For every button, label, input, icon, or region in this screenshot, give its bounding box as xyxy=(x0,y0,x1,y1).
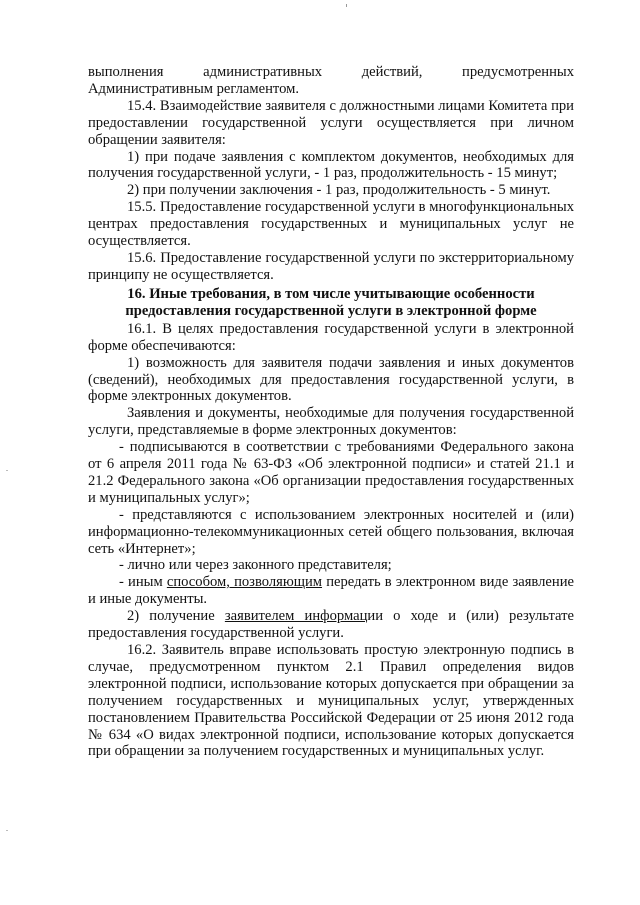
paragraph-15-4-item-2: 2) при получении заключения - 1 раз, продолжительность - 5 минут. xyxy=(127,182,551,199)
underlined-text: способом, позволяющим xyxy=(166,574,323,591)
scan-dot xyxy=(6,470,8,471)
paragraph-16-1-item-1: 1) возможность для заявителя подачи заявления и иных документов (сведений), необходимых для предоставления государственной услуги, в форме электронных документов. xyxy=(88,354,574,405)
paragraph-16-2: 16.2. Заявитель вправе использовать простую электронную подпись в случае, предусмотренном пунктом 2.1 Правил определения видов электронной подписи, использование которых допускается при обращении за получением государственных и муниципальных услуг, утвержденных постановлением Правительства Российской Федерации от 25 июня 2012 года № 634 «О видах электронной подписи, использование которых допускается при обращении за получением государственных и муниципальных услуг. xyxy=(88,642,574,760)
text-run: - иным xyxy=(119,574,167,591)
list-item-other-way xyxy=(88,574,574,608)
paragraph-continuation-end: Административным регламентом. xyxy=(88,80,300,97)
paragraph-continuation: выполнения административных действий, предусмотренных xyxy=(88,64,574,80)
list-item-representative: - лично или через законного представителя; xyxy=(119,557,392,574)
document-body xyxy=(88,64,574,760)
list-item-media: - представляются с использованием электронных носителей и (или) информационно-телекоммуникационных сетей общего пользования, включая сеть «Интернет»; xyxy=(88,506,574,557)
scan-mark xyxy=(346,4,347,7)
paragraph-15-6: 15.6. Предоставление государственной услуги по экстерриториальному принципу не осуществляется. xyxy=(88,249,574,283)
section-heading-16: 16. Иные требования, в том числе учитывающие особенности предоставления государственной услуги в электронной форме xyxy=(125,285,537,319)
scan-dot xyxy=(6,830,8,831)
paragraph-15-5: 15.5. Предоставление государственной услуги в многофункциональных центрах предоставления государственных и муниципальных услуг не осуществляется. xyxy=(88,199,574,250)
list-item-signed: - подписываются в соответствии с требованиями Федерального закона от 6 апреля 2011 года № 63-ФЗ «Об электронной подписи» и статей 21.1 и 21.2 Федерального закона «Об организации предоставления государственных и муниципальных услуг»; xyxy=(88,439,574,506)
paragraph-16-1-item-2 xyxy=(88,608,574,642)
paragraph-16-1: 16.1. В целях предоставления государственной услуги в электронной форме обеспечиваются: xyxy=(88,320,574,354)
text-run: ии о ходе и (или) результате предоставления государственной услуги. xyxy=(88,608,574,642)
paragraph-requirements: Заявления и документы, необходимые для получения государственной услуги, представляемые в форме электронных документов: xyxy=(88,405,574,439)
paragraph-15-4: 15.4. Взаимодействие заявителя с должностными лицами Комитета при предоставлении государственной услуги осуществляется при личном обращении заявителя: xyxy=(88,97,574,148)
text-run: передать в электронном виде заявление и иные документы. xyxy=(88,574,574,608)
paragraph-15-4-item-1: 1) при подаче заявления с комплектом документов, необходимых для получения государственной услуги, - 1 раз, продолжительность - 15 минут; xyxy=(88,148,574,182)
underlined-text: заявителем информац xyxy=(224,608,368,625)
text-run: 2) получение xyxy=(127,608,225,625)
